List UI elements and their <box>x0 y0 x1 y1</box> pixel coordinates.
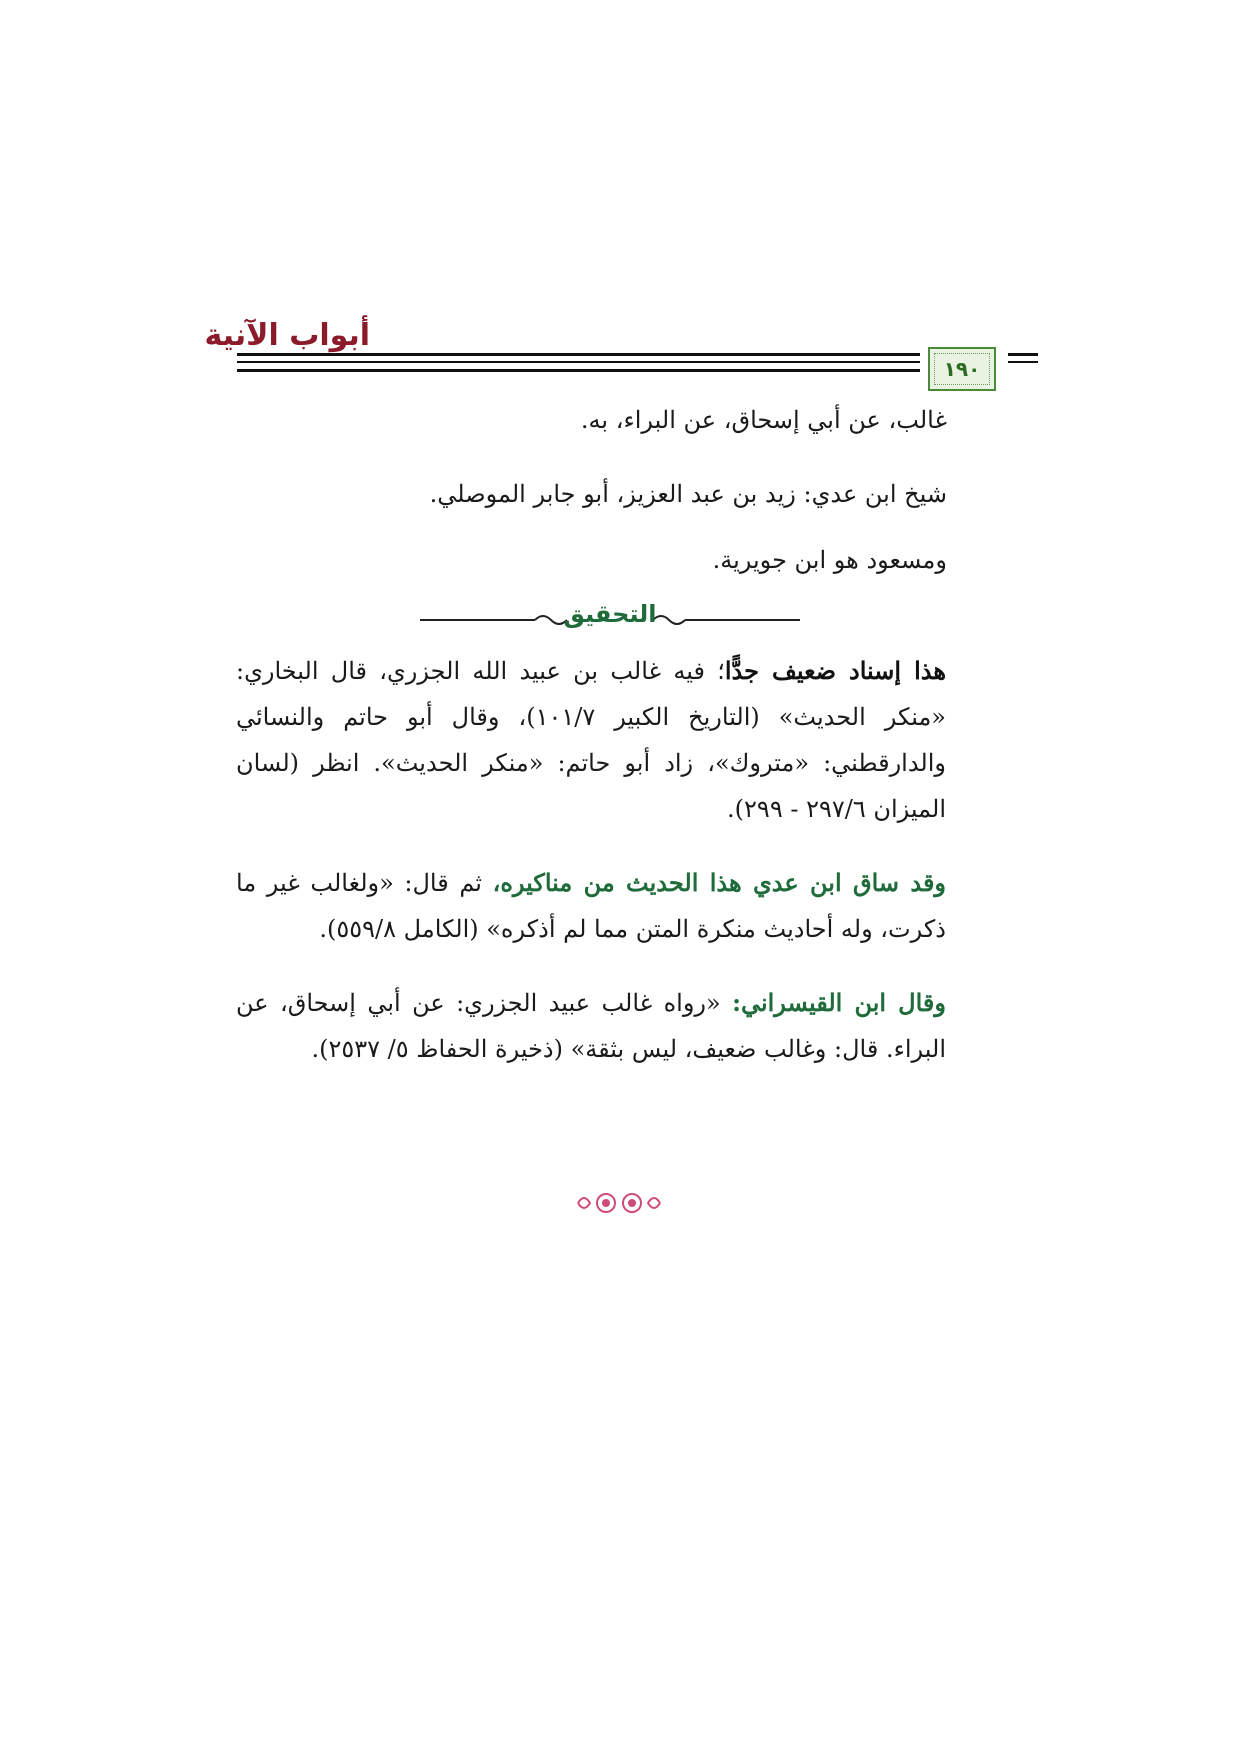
page-number-frame <box>928 347 996 391</box>
paragraph-2 <box>236 860 946 952</box>
paragraph-3 <box>236 980 946 1072</box>
paragraph-3-lead: وقال ابن القيسراني: <box>732 988 946 1017</box>
header-rule-top <box>237 353 1004 356</box>
section-divider <box>410 598 810 638</box>
header-rule-middle <box>237 361 1004 363</box>
paragraph-3-text: «رواه غالب عبيد الجزري: عن أبي إسحاق، عن البراء. قال: وغالب ضعيف، ليس بثقة» (ذخيرة الحفاظ ٥/ ٢٥٣٧). <box>236 989 946 1063</box>
header-rule-bottom <box>237 369 1004 372</box>
paragraph-2-lead: وقد ساق ابن عدي هذا الحديث من مناكيره، <box>492 868 946 897</box>
intro-line-2: شيخ ابن عدي: زيد بن عبد العزيز، أبو جابر الموصلي. <box>429 480 947 508</box>
intro-line-1: غالب، عن أبي إسحاق، عن البراء، به. <box>580 406 947 434</box>
running-header-title: أبواب الآنية <box>204 318 370 353</box>
page-number: ١٩٠ <box>943 357 981 381</box>
section-title: التحقيق <box>563 600 657 628</box>
paragraph-1-lead: هذا إسناد ضعيف جدًّا <box>724 656 946 685</box>
paragraph-1 <box>236 648 946 832</box>
end-ornament-icon <box>574 1188 664 1218</box>
paragraph-1-text: ؛ فيه غالب بن عبيد الله الجزري، قال البخاري: «منكر الحديث» (التاريخ الكبير ١٠١/٧)، وقال أبو حاتم والنسائي والدارقطني: «متروك»، زاد أبو حاتم: «منكر الحديث». انظر (لسان الميزان ٢٩٧/٦ - ٢٩٩). <box>236 657 946 823</box>
intro-line-3: ومسعود هو ابن جويرية. <box>712 546 947 574</box>
paragraph-2-text: ثم قال: «ولغالب غير ما ذكرت، وله أحاديث منكرة المتن مما لم أذكره» (الكامل ٥٥٩/٨). <box>236 869 946 943</box>
